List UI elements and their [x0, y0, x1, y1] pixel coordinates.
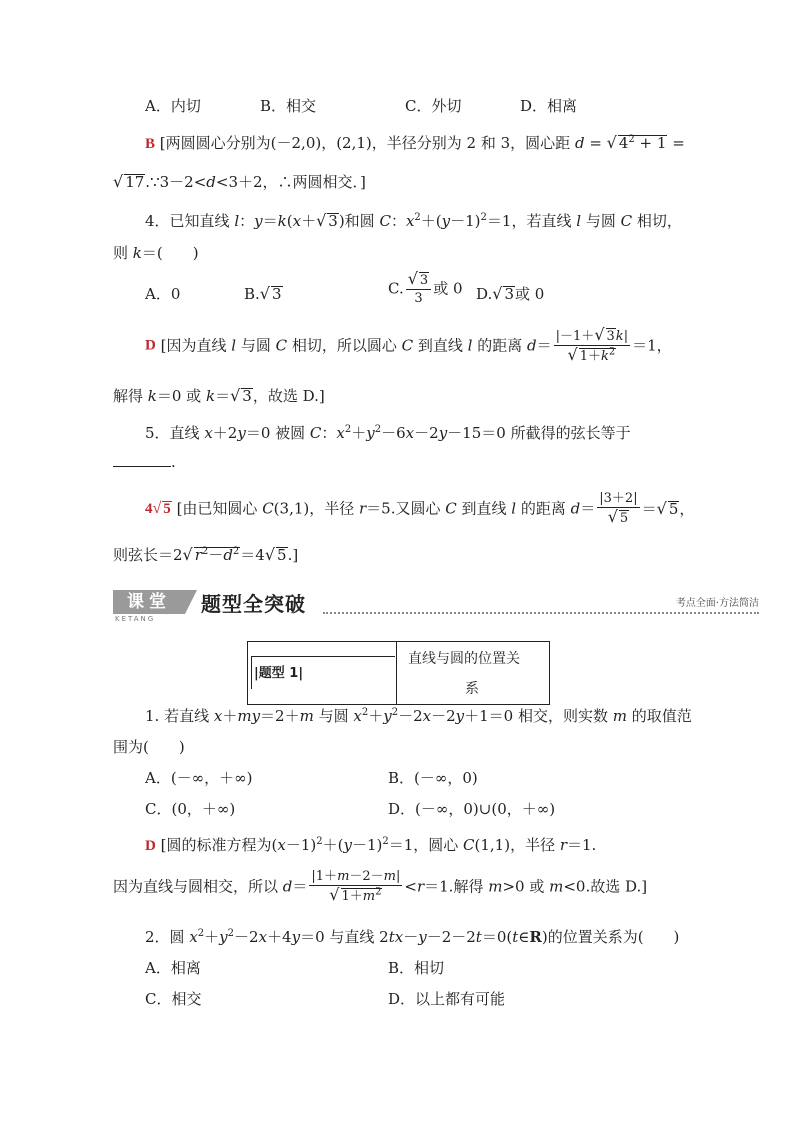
section-note: 考点全面·方法简洁 — [675, 598, 759, 609]
question-type-label: |题型 1| — [254, 666, 304, 681]
var-d: d — [574, 134, 585, 152]
q2-option-c: C．相交 — [145, 990, 202, 1008]
section-tag-sub: KETANG — [115, 615, 156, 623]
question-1-line2: 围为( ) — [113, 738, 185, 756]
q4-option-c: C. $\frac{√ 3}{3}$ 或 0 — [388, 269, 463, 306]
exp-text: <3＋2，∴两圆相交．] — [215, 173, 366, 191]
radical-sign: √ — [606, 133, 617, 152]
question-4-line2: 则 k＝( ) — [113, 244, 199, 262]
answer-4-line1: D [因为直线 l 与圆 C 相切，所以圆心 C 到直线 l 的距离 d＝ $\frac{|-1+√ 3k|}{√ 1+k^2}$ ＝1， — [145, 325, 672, 364]
question-5-line1: 5．直线 x＋2y＝0 被圆 C：$x^2+y^2-6x-2y-15=0$ 所截得的弦长等于 — [145, 424, 631, 442]
q4-option-a: A．0 — [145, 285, 181, 303]
answer-1-line2: 因为直线与圆相交，所以 d＝ $\frac{|1+m-2-m|}{√ 1+m^2}$ <r＝1.解得 m>0 或 m<0.故选 D.] — [113, 869, 648, 904]
exp-text: [两圆圆心分别为(－2,0)，(2,1)，半径分别为 2 和 3，圆心距 — [159, 134, 575, 152]
q1-option-a: A．(－∞，＋∞) — [145, 769, 253, 787]
exp-eq: = — [584, 134, 607, 152]
answer-letter: B — [145, 136, 156, 152]
question-4-line1: 4．已知直线 l：y＝k(x＋√ 3)和圆 C：$x^2+(y-1)^2=1$，若直线 l 与圆 C 相切， — [145, 211, 682, 230]
option-b: B．相交 — [260, 97, 317, 115]
question-type-box — [247, 641, 550, 705]
section-tag: 课堂 — [113, 590, 185, 614]
q1-option-d: D．(－∞，0)∪(0，＋∞) — [388, 800, 556, 818]
box-divider — [396, 642, 397, 704]
section-title: 题型全突破 — [201, 592, 306, 616]
question-5-line2: . — [113, 452, 176, 472]
option-a: A．内切 — [145, 97, 201, 115]
question-2-line1: 2．圆 $x^2+y^2-2x+4y=0$ 与直线 2tx－y－2－2t＝0(t∈R)的位置关系为( ) — [145, 928, 680, 946]
q2-option-d: D．以上都有可能 — [388, 990, 506, 1008]
explanation-line-2 — [113, 172, 366, 192]
answer-5-line2: 则弦长＝2√ $r^2-d^2=4√$ 5.] — [113, 545, 299, 564]
q1-option-c: C．(0，＋∞) — [145, 800, 236, 818]
answer-5-line1: 4√ 5 [由已知圆心 C(3,1)，半径 r＝5.又圆心 C 到直线 l 的距离 d＝ $\frac{|3+2|}{√ 5}$ ＝√ 5， — [145, 491, 695, 526]
question-1-line1: 1. 若直线 x＋my＝2＋m 与圆 $x^2+y^2-2x-2y+1=0$ 相交，则实数 m 的取值范 — [145, 707, 692, 725]
answer-4-line2: 解得 k＝0 或 k＝√ 3，故选 D.] — [113, 386, 325, 405]
q1-option-b: B．(－∞，0) — [388, 769, 478, 787]
option-d: D．相离 — [520, 97, 578, 115]
answer-blank — [113, 452, 171, 467]
answer-1-line1: D [圆的标准方程为$(x-1)^2+(y-1)^2=1$，圆心 C(1,1)，半径 r＝1. — [145, 836, 597, 854]
answer-letter: D — [145, 838, 156, 854]
q2-option-b: B．相切 — [388, 959, 445, 977]
option-c: C．外切 — [405, 97, 462, 115]
radicand: 17 — [125, 173, 145, 191]
question-type-title: 直线与圆的位置关 — [408, 651, 520, 667]
radical-sign: √ — [113, 172, 124, 191]
explanation-line — [145, 133, 685, 154]
section-header — [113, 588, 759, 623]
radicand: $4^2 + 1$ — [618, 134, 667, 152]
q2-option-a: A．相离 — [145, 959, 201, 977]
dotted-divider — [323, 612, 759, 614]
var-d: d — [206, 173, 216, 191]
q4-option-b: B.√ 3 — [244, 284, 282, 303]
answer-letter: D — [145, 337, 156, 354]
answer-value: 4√ 5 — [145, 499, 171, 517]
exp-end: = — [667, 134, 685, 152]
exp-text: .∵3－2< — [145, 173, 207, 191]
q4-option-d: D.√ 3或 0 — [476, 284, 545, 303]
tag-arrow-shape — [185, 590, 197, 614]
question-type-title-cont: 系 — [465, 681, 479, 697]
